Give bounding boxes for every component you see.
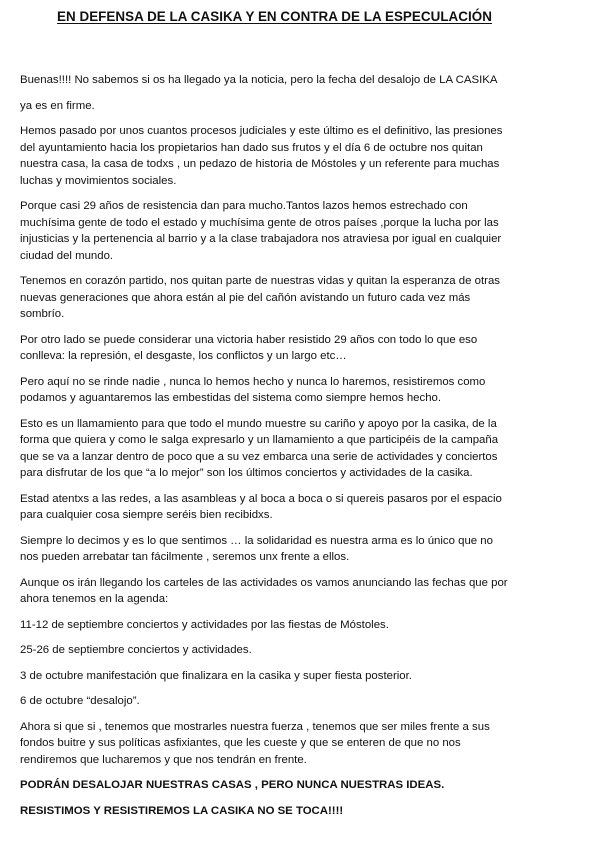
text-line: Por otro lado se puede considerar una victoria haber resistido 29 años con todo lo que eso — [20, 333, 478, 346]
text-line: que se va a lanzar dentro de poco que a su vez embarca una serie de actividades y conciertos — [20, 450, 498, 463]
text-line: ciudad del mundo. — [20, 249, 114, 262]
text-line: muchísima gente de todo el estado y muchísima gente de otros países ,porque la lucha por las — [20, 216, 499, 229]
text-line: Porque casi 29 años de resistencia dan para mucho.Tantos lazos hemos estrechado con — [20, 200, 468, 212]
paragraph — [20, 693, 595, 710]
paragraph — [20, 332, 595, 365]
text-line: Siempre lo decimos y es lo que sentimos … la solidaridad es nuestra arma es lo único que no — [20, 534, 493, 547]
paragraph — [20, 98, 595, 115]
text-line: Tenemos en corazón partido, nos quitan parte de nuestras vidas y quitan la esperanza de otras — [20, 275, 500, 287]
paragraph — [20, 374, 595, 407]
text-line: RESISTIMOS Y RESISTIREMOS LA CASIKA NO SE TOCA!!!! — [20, 804, 344, 817]
text-line: forma que quiera y como le salga expresarlo y un llamamiento a que participéis de la campaña — [20, 434, 499, 446]
paragraph — [20, 123, 595, 189]
text-line: fondos buitre y sus políticas asfixiantes, que les cueste y que se enteren de que no nos — [20, 737, 461, 749]
paragraph — [20, 642, 595, 659]
text-line: para disfrutar de los que “a lo mejor” son los últimos conciertos y actividades de la casika. — [20, 467, 473, 479]
paragraph — [20, 273, 595, 323]
text-line: injusticias y la pertenencia al barrio y a la clase trabajadora nos atraviesa por igual en cualquier — [20, 233, 502, 245]
paragraph — [20, 416, 595, 482]
paragraph — [20, 668, 595, 685]
text-line: Hemos pasado por unos cuantos procesos judiciales y este último es el definitivo, las presiones — [20, 125, 503, 137]
text-line: PODRÁN DESALOJAR NUESTRAS CASAS , PERO NUNCA NUESTRAS IDEAS. — [20, 779, 445, 791]
text-line: 6 de octubre “desalojo”. — [20, 695, 140, 707]
paragraph — [20, 198, 595, 264]
paragraph — [20, 719, 595, 769]
text-line: Pero aquí no se rinde nadie , nunca lo hemos hecho y nunca lo haremos, resistiremos como — [20, 375, 486, 388]
closing-slogan — [20, 777, 595, 794]
paragraph — [20, 491, 595, 524]
text-line: podamos y aguantaremos las embestidas del sistema como siempre hemos hecho. — [20, 392, 442, 404]
text-line: Ahora si que si , tenemos que mostrarles nuestra fuerza , tenemos que ser miles frente a sus — [20, 720, 490, 733]
text-line: nuevas generaciones que ahora están al pie del cañón avistando un futuro cada vez más — [20, 291, 471, 304]
text-line: 3 de octubre manifestación que finalizara en la casika y super fiesta posterior. — [20, 669, 412, 682]
text-line: luchas y movimientos sociales. — [20, 174, 177, 187]
paragraph — [20, 575, 595, 608]
text-line: 25-26 de septiembre conciertos y actividades. — [20, 644, 252, 656]
document-body — [20, 72, 595, 819]
text-line: rendiremos que lucharemos y que nos tendrán en frente. — [20, 753, 307, 766]
closing-slogan — [20, 803, 595, 820]
paragraph — [20, 617, 595, 634]
text-line: nuestra casa, la casa de todxs , un pedazo de historia de Móstoles y un referente para muchas — [20, 158, 500, 170]
document-title: EN DEFENSA DE LA CASIKA Y EN CONTRA DE LA ESPECULACIÓN — [57, 9, 492, 24]
text-line: ya es en firme. — [20, 99, 95, 112]
paragraph — [20, 533, 595, 566]
text-line: 11-12 de septiembre conciertos y actividades por las fiestas de Móstoles. — [20, 618, 389, 631]
paragraph — [20, 72, 595, 89]
text-line: ahora tenemos en la agenda: — [20, 593, 169, 605]
text-line: nos pueden arrebatar tan fácilmente , seremos unx frente a ellos. — [20, 551, 350, 563]
text-line: Esto es un llamamiento para que todo el mundo muestre su cariño y apoyo por la casika, de la — [20, 417, 497, 430]
text-line: Buenas!!!! No sabemos si os ha llegado ya la noticia, pero la fecha del desalojo de LA CASIKA — [20, 74, 498, 86]
text-line: conlleva: la represión, el desgaste, los conflictos y un largo etc… — [20, 350, 347, 362]
text-line: del ayuntamiento hacia los propietarios han dado sus frutos y el día 6 de octubre nos quitan — [20, 141, 483, 154]
text-line: sombrío. — [20, 308, 65, 320]
text-line: Aunque os irán llegando los carteles de las actividades os vamos anunciando las fechas que por — [20, 576, 508, 589]
text-line: para cualquier cosa siempre seréis bien recibidxs. — [20, 509, 273, 521]
text-line: Estad atentxs a las redes, a las asambleas y al boca a boca o si quereis pasaros por el espacio — [20, 492, 502, 505]
